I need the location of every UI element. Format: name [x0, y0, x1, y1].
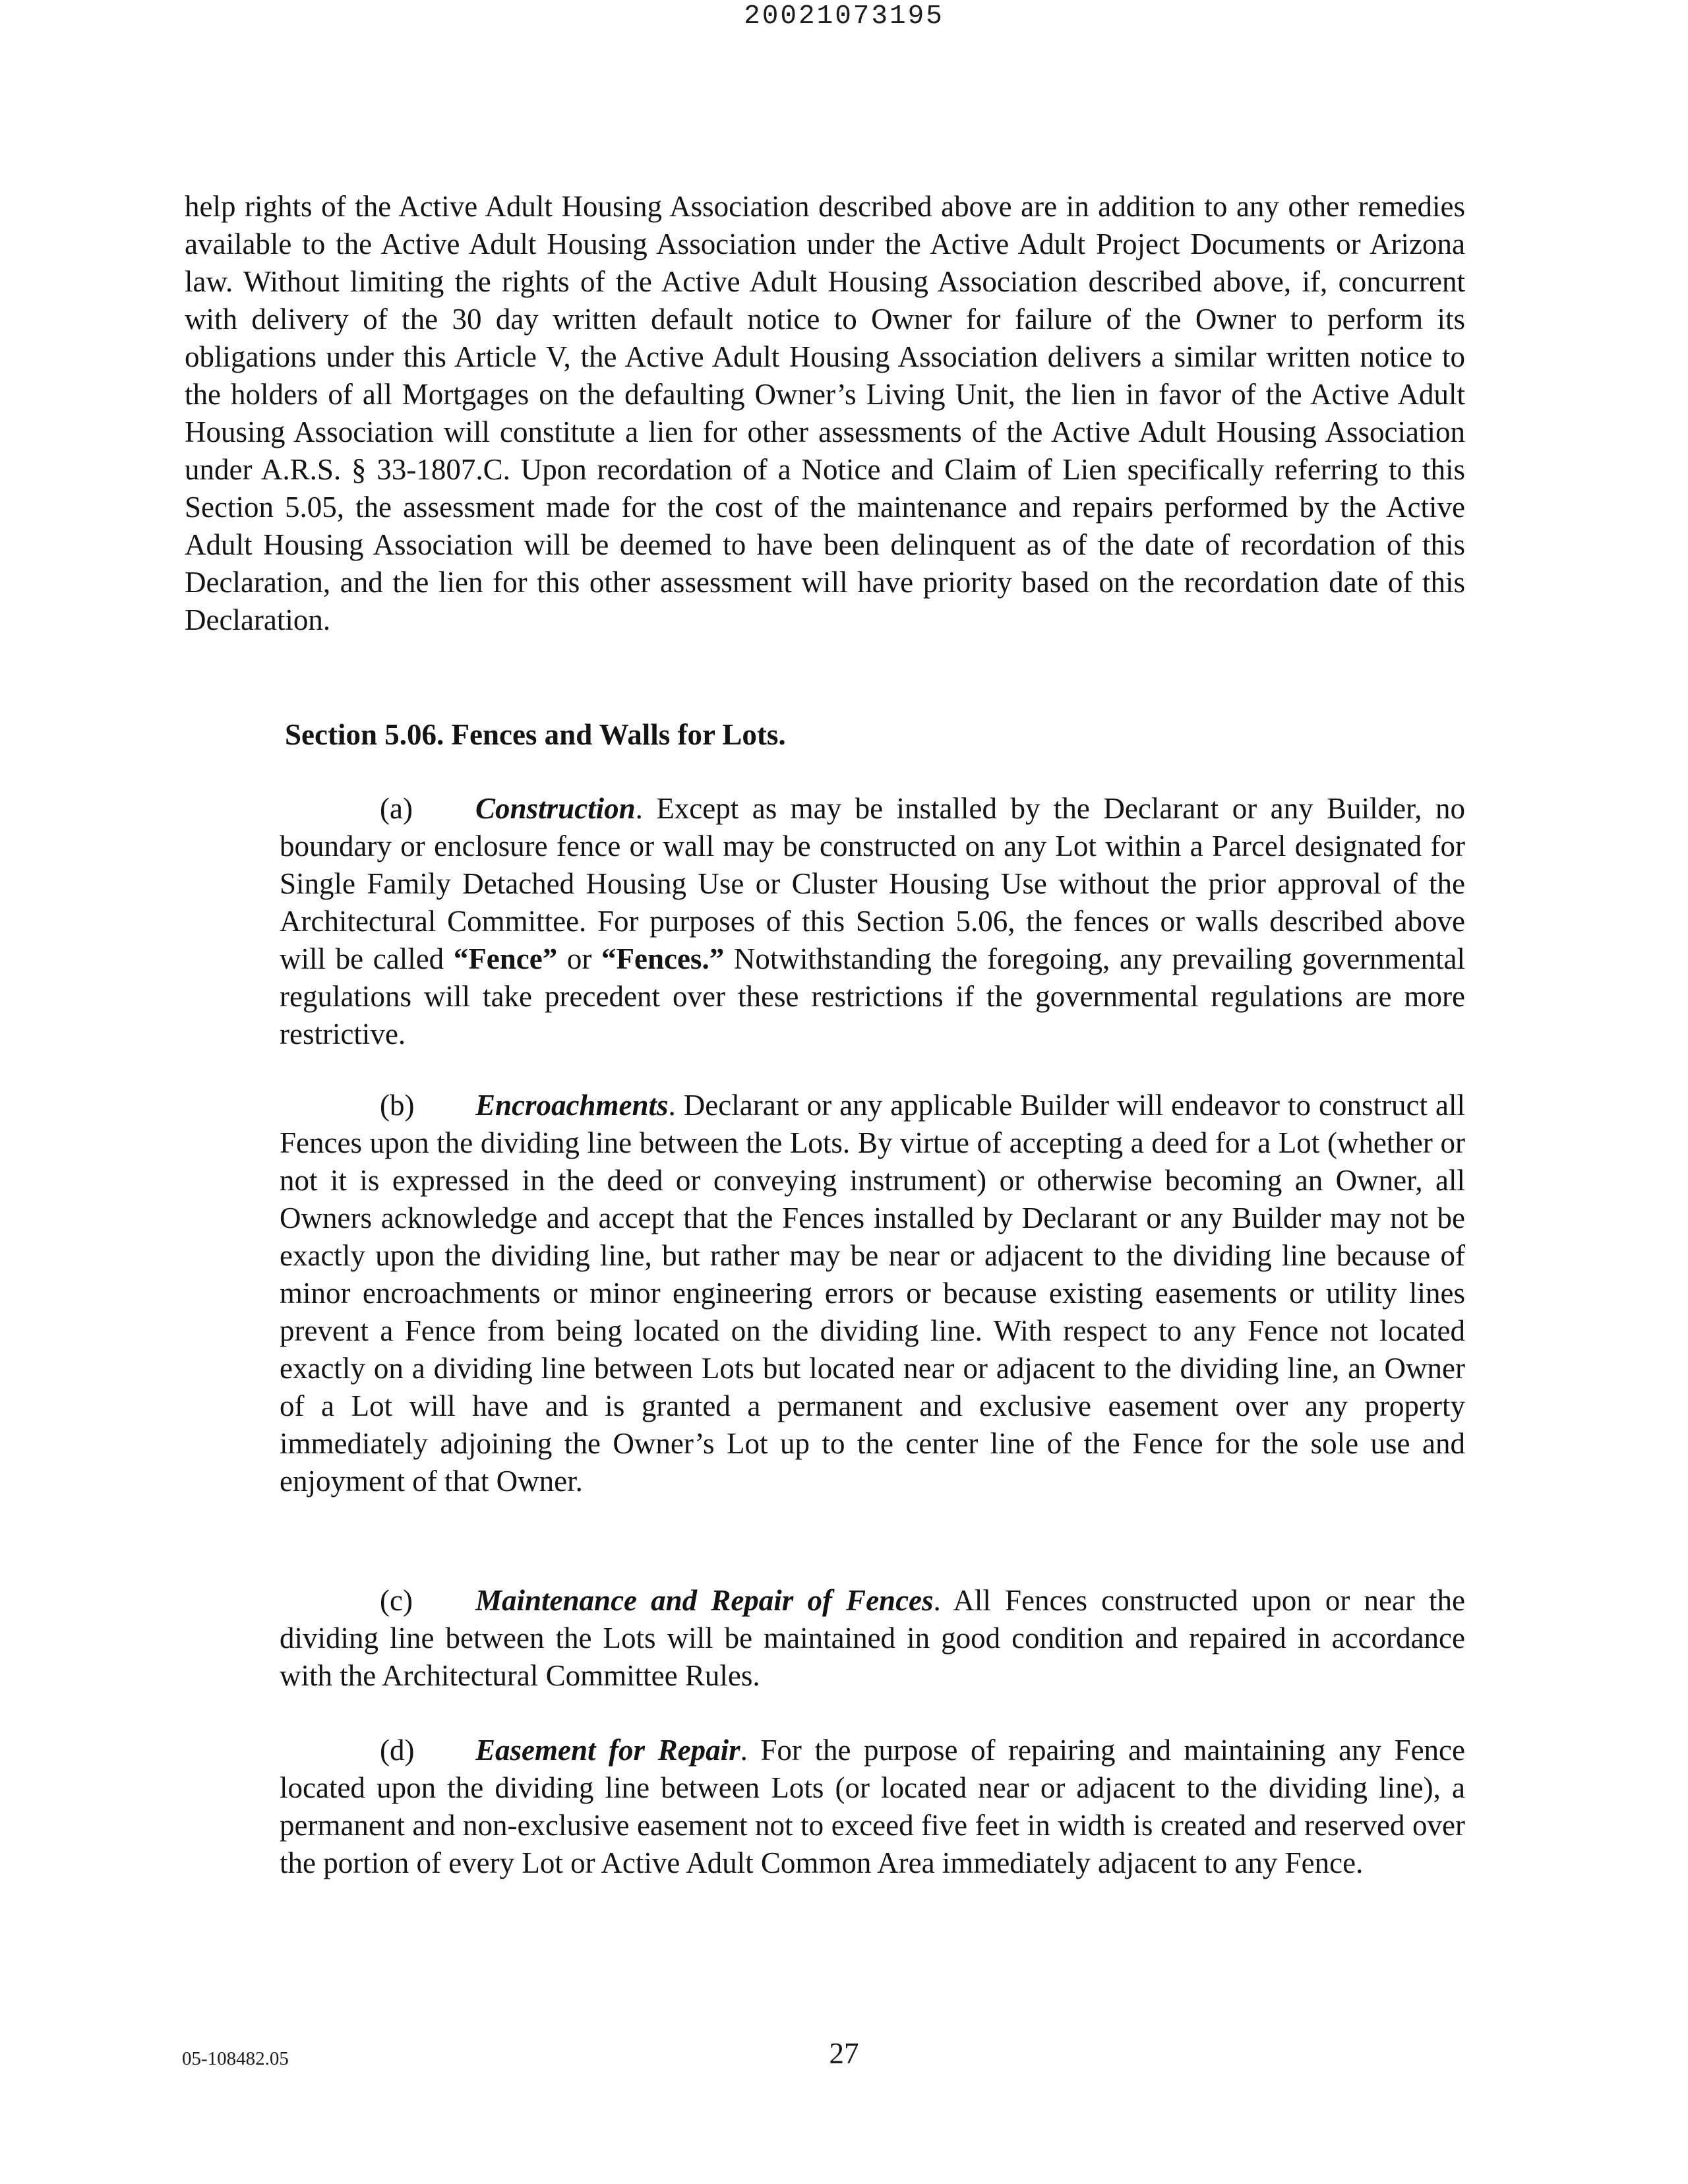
subsection-c-title: Maintenance and Repair of Fences	[475, 1584, 934, 1617]
subsection-c	[280, 1582, 1465, 1695]
subsection-a-text-2: or	[557, 942, 601, 975]
subsection-c-text: . All Fences constructed upon or near the dividing line between the Lots will be maintained in good condition and repaired in accordance with the Architectural Committee Rules.	[280, 1584, 1465, 1692]
defined-term-fences: “Fences.”	[601, 942, 725, 975]
page-number: 27	[829, 2037, 859, 2070]
section-heading: Section 5.06. Fences and Walls for Lots.	[285, 718, 786, 751]
subsection-b-text: . Declarant or any applicable Builder will endeavor to construct all Fences upon the dividing line between the Lots. By virtue of accepting a deed for a Lot (whether or not it is expressed in the deed or conveying instrument) or otherwise becoming an Owner, all Owners acknowledge and accept that the Fences installed by Declarant or any Builder may not be exactly upon the dividing line, but rather may be near or adjacent to the dividing line because of minor encroachments or minor engineering errors or because existing easements or utility lines prevent a Fence from being located on the dividing line. With respect to any Fence not located exactly on a dividing line between Lots but located near or adjacent to the dividing line, an Owner of a Lot will have and is granted a permanent and exclusive easement over any property immediately adjoining the Owner’s Lot up to the center line of the Fence for the sole use and enjoyment of that Owner.	[280, 1089, 1465, 1498]
subsection-d-title: Easement for Repair	[475, 1734, 740, 1767]
recording-number: 20021073195	[744, 1, 944, 32]
subsection-d-label: (d)	[380, 1734, 415, 1767]
defined-term-fence: “Fence”	[453, 942, 558, 975]
subsection-a	[280, 790, 1465, 1053]
subsection-b-title: Encroachments	[475, 1089, 669, 1122]
subsection-a-label: (a)	[380, 792, 413, 825]
footer-document-id: 05-108482.05	[182, 2048, 289, 2069]
subsection-d-text: . For the purpose of repairing and maintaining any Fence located upon the dividing line between Lots (or located near or adjacent to the dividing line), a permanent and non-exclusive easement not to exceed five feet in width is created and reserved over the portion of every Lot or Active Adult Common Area immediately adjacent to any Fence.	[280, 1734, 1465, 1879]
continuation-paragraph: help rights of the Active Adult Housing Association described above are in addition to any other remedies available to the Active Adult Housing Association under the Active Adult Project Documents or Arizona law. Without limiting the rights of the Active Adult Housing Association described above, if, concurrent with delivery of the 30 day written default notice to Owner for failure of the Owner to perform its obligations under this Article V, the Active Adult Housing Association delivers a similar written notice to the holders of all Mortgages on the defaulting Owner’s Living Unit, the lien in favor of the Active Adult Housing Association will constitute a lien for other assessments of the Active Adult Housing Association under A.R.S. § 33-1807.C. Upon recordation of a Notice and Claim of Lien specifically referring to this Section 5.05, the assessment made for the cost of the maintenance and repairs performed by the Active Adult Housing Association will be deemed to have been delinquent as of the date of recordation of this Declaration, and the lien for this other assessment will have priority based on the recordation date of this Declaration.	[185, 190, 1465, 636]
subsection-b-label: (b)	[380, 1089, 415, 1122]
subsection-b	[280, 1087, 1465, 1500]
subsection-c-label: (c)	[380, 1584, 413, 1617]
subsection-a-text-1: . Except as may be installed by the Declarant or any Builder, no boundary or enclosure fence or wall may be constructed on any Lot within a Parcel designated for Single Family Detached Housing Use or Cluster Housing Use without the prior approval of the Architectural Committee. For purposes of this Section 5.06, the fences or walls described above will be called	[280, 792, 1465, 975]
subsection-a-title: Construction	[475, 792, 636, 825]
subsection-a-text-3: Notwithstanding the foregoing, any prevailing governmental regulations will take precedent over these restrictions if the governmental regulations are more restrictive.	[280, 942, 1465, 1050]
subsection-d	[280, 1732, 1465, 1882]
